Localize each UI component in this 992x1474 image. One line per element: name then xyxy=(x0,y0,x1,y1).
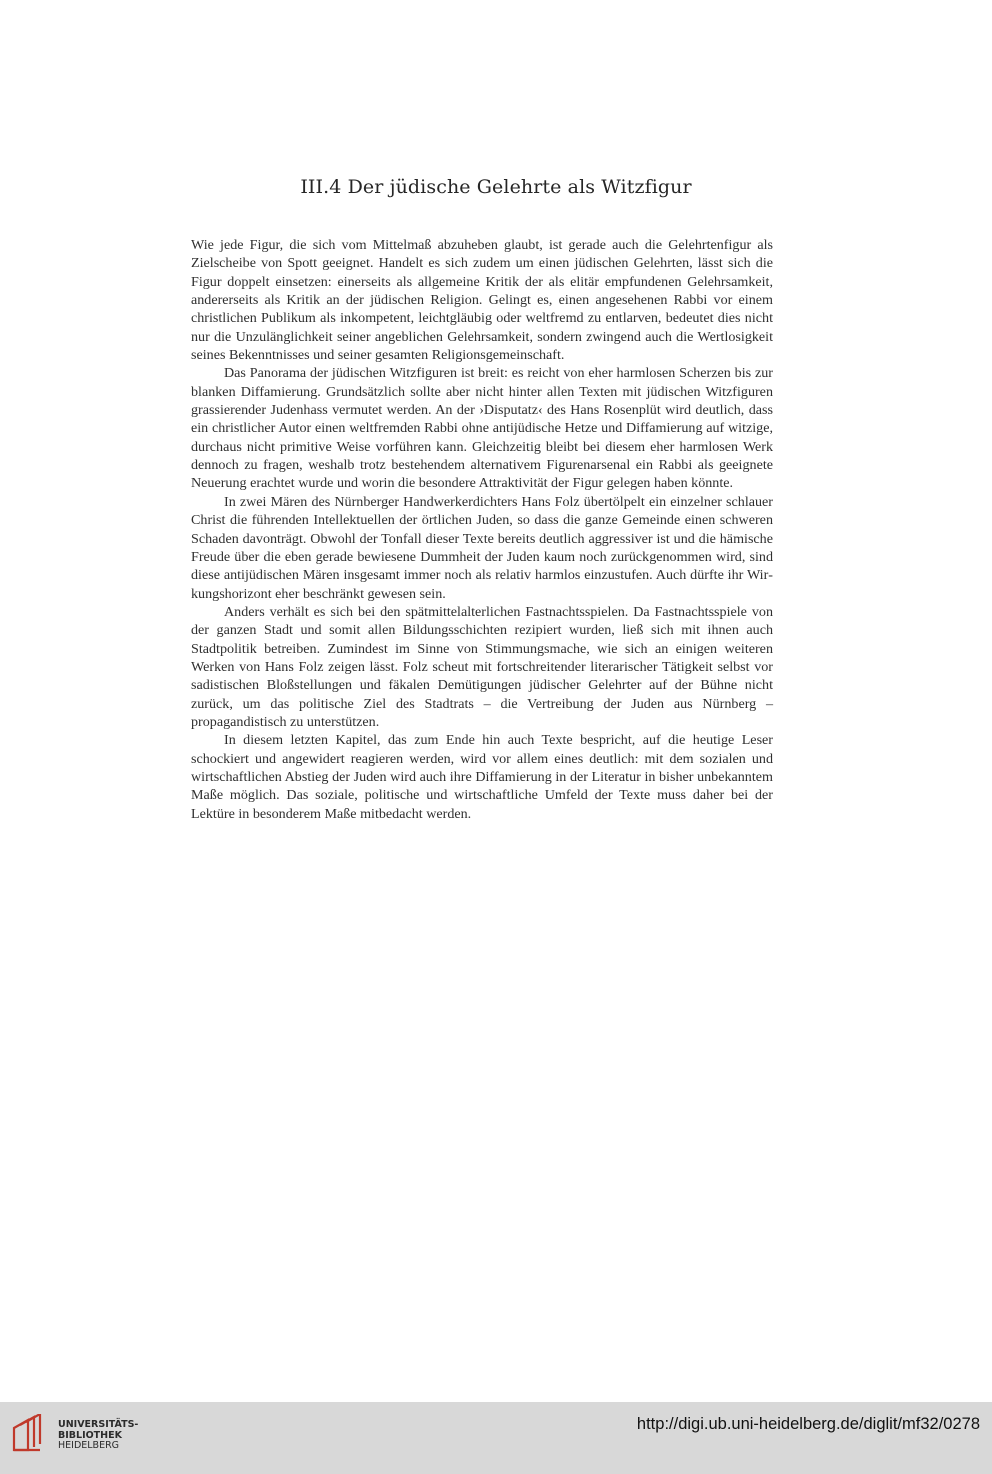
chapter-heading: III.4 Der jüdische Gelehrte als Witzfigur xyxy=(300,176,692,198)
paragraph: Das Panorama der jüdischen Witzfiguren ist breit: es reicht von eher harmlosen Scherzen bis zur blanken Diffamierung. Grundsätzlich sollte aber nicht hinter allen Texten mit jüdischen Witzfiguren grassierender Judenhass vermutet werden. An der ›Disputatz‹ des Hans Rosenplüt wird deutlich, dass ein christlicher Autor einen weltfremden Rabbi ohne antijüdische Hetze und Diffamierung auf witzige, durchaus nicht primitive Weise vorführen kann. Gleichzeitig bleibt bei diesem eher harmlosen Werk dennoch zu fragen, weshalb trotz bestehendem alternativem Figurenarsenal ein Rabbi als geeignete Neuerung erachtet wurde und worin die besondere Attraktivität der Figur gelegen haben könnte. xyxy=(191,365,773,492)
permalink-url[interactable]: http://digi.ub.uni-heidelberg.de/diglit/mf32/0278 xyxy=(636,1415,980,1433)
library-name-line: HEIDELBERG xyxy=(58,1440,120,1451)
library-name-line: UNIVERSITÄTS- xyxy=(58,1419,139,1430)
paragraph: Wie jede Figur, die sich vom Mittelmaß abzuheben glaubt, ist gerade auch die Gelehrtenfigur als Zielscheibe von Spott geeignet. Handelt es sich zudem um einen jüdischen Gelehrten, lässt sich die Figur doppelt einsetzen: einerseits als allgemeine Kritik der als elitär empfundenen Gelehrsamkeit, andererseits als Kritik an der jüdischen Religion. Gelingt es, einen angesehenen Rabbi vor einem christlichen Publikum als inkompetent, leichtgläubig oder weltfremd zu entlarven, bedeutet dies nicht nur die Unzulänglichkeit seiner angeblichen Gelehrsamkeit, sondern zwingend auch die Wertlosigkeit seines Bekenntnisses und seiner gesamten Religionsgemeinschaft. xyxy=(191,237,773,364)
paragraph: In zwei Mären des Nürnberger Handwerkerdichters Hans Folz übertölpelt ein einzelner schlauer Christ die führenden Intellektuellen der örtlichen Juden, so dass die ganze Gemeinde einen schweren Schaden davonträgt. Obwohl der Tonfall dieser Texte bereits deutlich aggressiver ist und die hämische Freude über die eben gerade bewiesene Dummheit der Juden kaum noch zurückgenommen wird, sind diese antijüdischen Mären insgesamt immer noch als relativ harmlos einzustufen. Auch dürfte ihr Wirkungshorizont eher beschränkt gewesen sein. xyxy=(191,493,773,602)
viewer-footer-bar xyxy=(0,1402,992,1474)
ub-heidelberg-logo-icon[interactable] xyxy=(10,1414,50,1456)
library-name-line: BIBLIOTHEK xyxy=(58,1429,122,1441)
chapter-body xyxy=(191,236,773,823)
paragraph: In diesem letzten Kapitel, das zum Ende hin auch Texte bespricht, auf die heutige Leser schockiert und angewidert reagieren werden, wird vor allem eines deutlich: mit dem sozialen und wirtschaftlichen Abstieg der Juden wird auch ihre Diffamierung in der Literatur in bisher unbekanntem Maße möglich. Das soziale, politische und wirtschaftliche Umfeld der Texte muss daher bei der Lektüre in besonderem Maße mitbedacht werden. xyxy=(191,732,773,822)
library-name[interactable] xyxy=(58,1420,138,1452)
paragraph: Anders verhält es sich bei den spätmittelalterlichen Fastnachtsspielen. Da Fastnachtsspiele von der ganzen Stadt und somit allen Bildungsschichten rezipiert wurden, ließ sich mit ihnen auch Stadtpolitik betreiben. Zumindest im Sinne von Stimmungsmache, wie sich an einigen weiteren Werken von Hans Folz zeigen lässt. Folz scheut mit fortschreitender literarischer Tätigkeit selbst vor sadistischen Bloßstellungen und fäkalen Demütigungen jüdischer Gelehrter auf der Bühne nicht zurück, um das politische Ziel des Stadtrats – die Vertreibung der Juden aus Nürnberg – propagandistisch zu unterstützen. xyxy=(191,603,773,730)
